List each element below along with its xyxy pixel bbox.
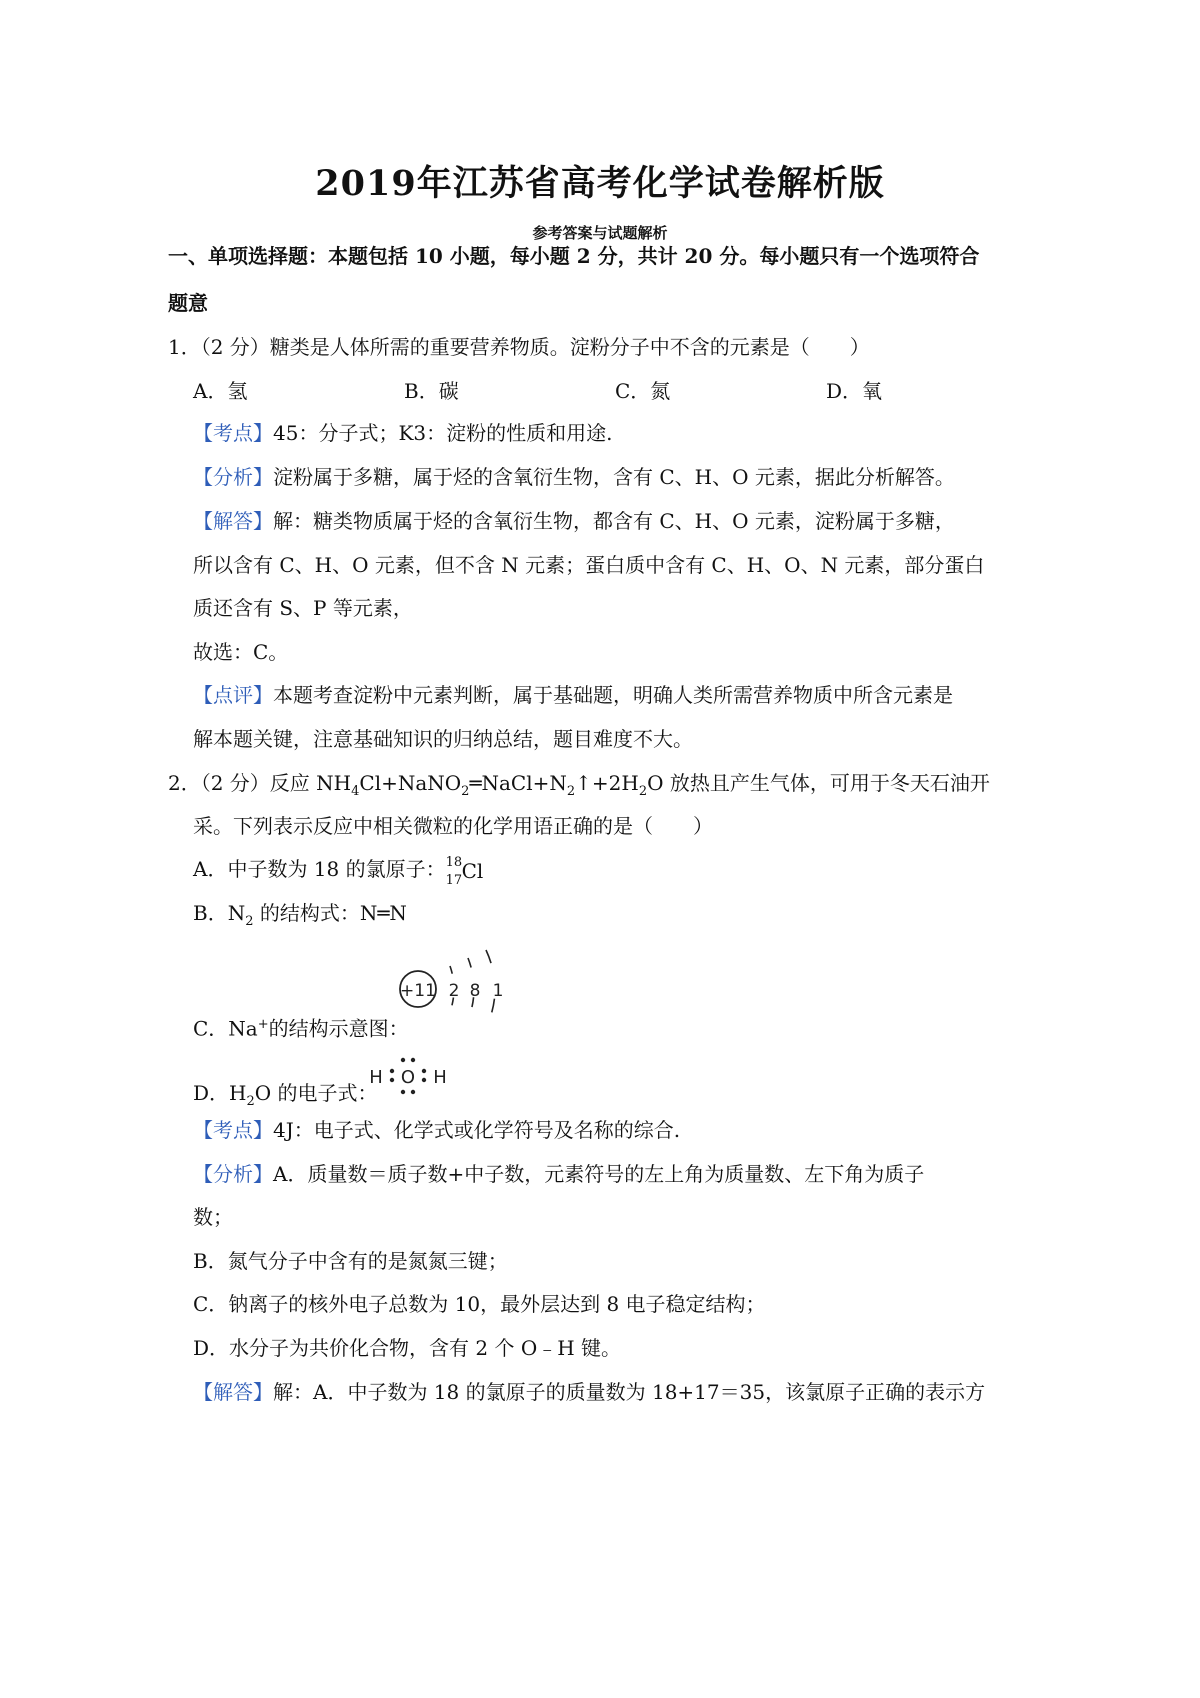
q1-stem: 1．（2 分）糖类是人体所需的重要营养物质。淀粉分子中不含的元素是（ ） xyxy=(168,335,870,359)
q2-kaodian-text: 4J：电子式、化学式或化学符号及名称的综合. xyxy=(273,1118,681,1142)
section-heading-line2: 题意 xyxy=(168,291,208,315)
q2-stem-part: Cl+NaNO xyxy=(359,771,462,795)
q2-jieda-text1: 解：A．中子数为 18 的氯原子的质量数为 18+17＝35，该氯原子正确的表示方 xyxy=(273,1380,986,1404)
q2-stem-sub: 2 xyxy=(461,784,470,799)
element-symbol: Cl xyxy=(461,858,484,883)
q1-fenxi xyxy=(193,463,955,491)
kaodian-tag: 【考点】 xyxy=(193,1118,273,1142)
q2-option-c-sup: + xyxy=(257,1017,269,1032)
q2-fenxi-c: C．钠离子的核外电子总数为 10，最外层达到 8 电子稳定结构； xyxy=(193,1292,766,1316)
q1-option-c: C．氮 xyxy=(615,379,671,403)
q2-stem-line2: 采。下列表示反应中相关微粒的化学用语正确的是（ ） xyxy=(193,814,713,838)
q1-option-a: A．氢 xyxy=(193,379,248,403)
q2-option-d xyxy=(193,1079,378,1116)
atom-h-left: H xyxy=(369,1067,383,1088)
q1-dianping-text1: 本题考查淀粉中元素判断，属于基础题，明确人类所需营养物质中所含元素是 xyxy=(273,683,953,707)
q2-stem-part: ═NaCl+N xyxy=(469,771,567,795)
q2-fenxi-text1: A．质量数＝质子数+中子数，元素符号的左上角为质量数、左下角为质子 xyxy=(273,1162,925,1186)
q1-jieda-text1: 解：糖类物质属于烃的含氧衍生物，都含有 C、H、O 元素，淀粉属于多糖， xyxy=(273,509,955,533)
q2-option-c xyxy=(193,1011,409,1043)
q1-kaodian xyxy=(193,419,612,447)
q2-option-c-text: C．Na xyxy=(193,1016,258,1041)
q2-fenxi-line1 xyxy=(193,1160,924,1188)
q1-jieda-line3: 质还含有 S、P 等元素， xyxy=(193,596,413,620)
page-title: 2019年江苏省高考化学试卷解析版 xyxy=(315,163,885,204)
q2-fenxi-b: B．氮气分子中含有的是氮氮三键； xyxy=(193,1249,508,1273)
chlorine-isotope-notation xyxy=(445,854,486,888)
q2-stem-part: O 放热且产生气体，可用于冬天石油开 xyxy=(647,771,990,795)
q2-stem-part: ↑+2H xyxy=(575,771,639,795)
atomic-number: 17 xyxy=(445,872,463,888)
q2-stem-line1 xyxy=(168,769,990,806)
shell-count-1: 2 xyxy=(448,981,460,1001)
kaodian-tag: 【考点】 xyxy=(193,421,273,445)
q2-option-d-text2: O 的电子式： xyxy=(254,1081,378,1105)
q2-option-a-text: A．中子数为 18 的氯原子： xyxy=(193,857,446,881)
section-heading-line1: 一、单项选择题：本题包括 10 小题，每小题 2 分，共计 20 分。每小题只有一个选项符合 xyxy=(168,244,980,268)
q2-fenxi-d: D．水分子为共价化合物，含有 2 个 O﹣H 键。 xyxy=(193,1336,622,1360)
q1-fenxi-text: 淀粉属于多糖，属于烃的含氧衍生物，含有 C、H、O 元素，据此分析解答。 xyxy=(273,465,955,489)
fenxi-tag: 【分析】 xyxy=(193,1162,273,1186)
q2-kaodian xyxy=(193,1116,680,1144)
q2-option-b-text: B．N xyxy=(193,901,246,925)
q2-option-b-sub: 2 xyxy=(245,914,254,929)
q2-stem-sub: 2 xyxy=(638,784,648,799)
q2-option-b-text2: 的结构式：N═N xyxy=(253,901,407,925)
q1-option-b: B．碳 xyxy=(404,379,459,403)
q2-jieda-line1 xyxy=(193,1378,985,1406)
q1-kaodian-text: 45：分子式；K3：淀粉的性质和用途. xyxy=(273,421,613,445)
q2-stem-part: 2．（2 分）反应 NH xyxy=(168,771,352,795)
page-subtitle: 参考答案与试题解析 xyxy=(532,224,668,242)
shell-count-3: 1 xyxy=(492,981,504,1001)
q1-dianping-line1 xyxy=(193,681,953,709)
dianping-tag: 【点评】 xyxy=(193,683,273,707)
nucleus-charge: +11 xyxy=(400,981,436,1001)
q1-option-d: D．氧 xyxy=(826,379,883,403)
q2-option-c-text2: 的结构示意图： xyxy=(268,1016,409,1041)
q1-jieda-line2: 所以含有 C、H、O 元素，但不含 N 元素；蛋白质中含有 C、H、O、N 元素，部分蛋白 xyxy=(193,553,985,577)
jieda-tag: 【解答】 xyxy=(193,1380,273,1404)
mass-number: 18 xyxy=(445,854,463,870)
q2-option-b xyxy=(193,899,407,936)
q2-fenxi-line2: 数； xyxy=(193,1205,233,1229)
q2-stem-sub: 2 xyxy=(566,784,576,799)
atom-h-right: H xyxy=(433,1067,447,1088)
q1-jieda-line1 xyxy=(193,507,955,535)
atom-o: O xyxy=(400,1067,416,1088)
shell-count-2: 8 xyxy=(469,981,481,1001)
q2-option-a xyxy=(193,854,486,888)
q1-options xyxy=(193,377,882,405)
q2-option-d-sub: 2 xyxy=(246,1094,255,1109)
sodium-atom-structure-diagram xyxy=(392,944,517,1034)
q1-jieda-line4: 故选：C。 xyxy=(193,640,289,664)
q2-stem-sub: 4 xyxy=(351,784,360,799)
water-electron-dot-formula xyxy=(368,1052,450,1098)
q1-dianping-line2: 解本题关键，注意基础知识的归纳总结，题目难度不大。 xyxy=(193,727,693,751)
q2-option-d-text: D．H xyxy=(193,1081,247,1105)
jieda-tag: 【解答】 xyxy=(193,509,273,533)
fenxi-tag: 【分析】 xyxy=(193,465,273,489)
